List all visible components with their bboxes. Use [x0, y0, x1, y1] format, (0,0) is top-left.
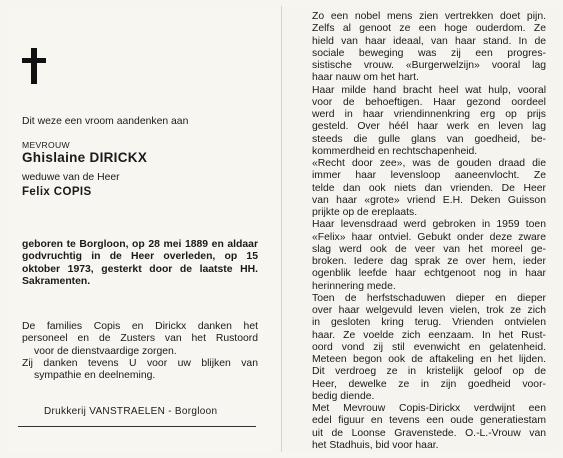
- eulogy-line: Heer, dewelke ze in zijn goedheid voor-: [312, 378, 546, 390]
- thanks-paragraph: [22, 321, 258, 382]
- eulogy-line: van haar «grote» vriend E.H. Deken Guisson: [312, 194, 546, 206]
- eulogy-line: Toen de herfstschaduwen dieper en dieper: [312, 292, 546, 304]
- eulogy-line: Haar levensdraad werd gebroken in 1959 toen: [312, 219, 546, 231]
- deceased-name: Ghislaine DIRICKX: [22, 150, 148, 165]
- eulogy-line: Dit verdroeg ze in kristelijk geloof op de: [312, 366, 546, 378]
- eulogy-line: in gesloten kring terug. Vrienden ontvielen: [312, 317, 546, 329]
- birth-line: geboren te Borgloon, op 28 mei 1889 en aldaar: [22, 239, 258, 250]
- eulogy-line: edel figuur en tevens een oude generatiestam: [312, 415, 546, 427]
- eulogy-line: immer haar levensloop aaneenvlocht. Ze: [312, 170, 546, 182]
- thanks-line: personeel en de Zusters van het Rustoord: [22, 333, 258, 345]
- eulogy-line: broken. Iedere dag sprak ze over hem, ieder: [312, 256, 546, 267]
- left-page: [8, 6, 278, 452]
- divider: [18, 426, 256, 427]
- eulogy-line: over haar welgevuld leven vielen, trok ze zich: [312, 305, 546, 316]
- eulogy-line: «Recht door zee», was de gouden draad die: [312, 158, 546, 169]
- eulogy-line: haar. Ze voelde zich eenzaam. In het Rust-: [312, 329, 546, 341]
- eulogy-line: Met Mevrouw Copis-Dirickx verdwijnt een: [312, 403, 546, 414]
- birth-line: Sakramenten.: [22, 275, 91, 287]
- eulogy-line: haar nauw om het hart.: [312, 72, 419, 84]
- eulogy-line: Haar milde hand bracht heel wat hulp, vooral: [312, 84, 546, 96]
- eulogy-line: oord vond zij stil evenwicht en gelatenheid.: [312, 341, 546, 353]
- spouse-name: Felix COPIS: [22, 186, 92, 198]
- thanks-line: De families Copis en Dirickx danken het: [22, 321, 258, 332]
- eulogy-line: steeds die gulle glans van goedheid, be-: [312, 133, 546, 145]
- widow-line: weduwe van de Heer: [22, 172, 120, 183]
- birth-line: godvruchtig in de Heer overleden, op 15: [22, 251, 258, 263]
- eulogy-line: werd in haar vriendinnenkring erg op prijs: [312, 109, 546, 120]
- eulogy-line: Zelfs al genoot ze een hoge ouderdom. Ze: [312, 23, 546, 35]
- eulogy-line: sociale beweging was zij een progres-: [312, 47, 546, 59]
- eulogy-line: prijkte op de ereplaats.: [312, 207, 418, 218]
- eulogy-line: hield van haar ideaal, van haar stand. In de: [312, 35, 546, 47]
- eulogy-line: uit de Loonse Gravenstede. O.-L.-Vrouw van: [312, 427, 546, 439]
- printer-credit: Drukkerij VANSTRAELEN - Borgloon: [44, 406, 218, 417]
- eulogy-line: sistische vrouw. «Burgerwelzijn» vooral lag: [312, 60, 546, 71]
- cross-icon: [22, 48, 46, 84]
- eulogy-line: «Felix» haar ontviel. Gebukt onder deze zware: [312, 231, 546, 243]
- eulogy-line: slag werd ook de veer van het moreel ge-: [312, 243, 546, 255]
- eulogy-line: herinnering mede.: [312, 280, 396, 292]
- title-mevrouw: MEVROUW: [22, 140, 70, 150]
- thanks-line: sympathie en deelneming.: [34, 370, 156, 381]
- eulogy-line: bedig diende.: [312, 390, 375, 402]
- eulogy-line: ogenblik leefde haar echtgenoot nog in haar: [312, 268, 546, 280]
- thanks-line: Zij danken tevens U voor uw blijken van: [22, 357, 258, 369]
- eulogy-line: Zo een nobel mens zien vertrekken doet pijn.: [312, 11, 546, 22]
- thanks-line: voor de dienstvaardige zorgen.: [34, 345, 177, 357]
- eulogy-line: gesteld. Over héél haar werk en leven lag: [312, 121, 546, 133]
- eulogy-line: kommerdheid en rechtschapenheid.: [312, 145, 478, 157]
- intro-text: Dit weze een vroom aandenken aan: [22, 116, 189, 127]
- eulogy-line: Meteen begon ook de aftakeling en het lijden.: [312, 354, 546, 365]
- eulogy-line: telde dan ook niets dan vrienden. De Heer: [312, 182, 546, 194]
- eulogy-text: [312, 11, 546, 452]
- birth-line: oktober 1973, gesterkt door de laatste HH.: [22, 263, 258, 275]
- eulogy-line: voor de behoeftigen. Haar gezond oordeel: [312, 96, 546, 108]
- eulogy-line: het Stadhuis, bid voor haar.: [312, 439, 439, 451]
- birth-death-paragraph: [22, 239, 258, 288]
